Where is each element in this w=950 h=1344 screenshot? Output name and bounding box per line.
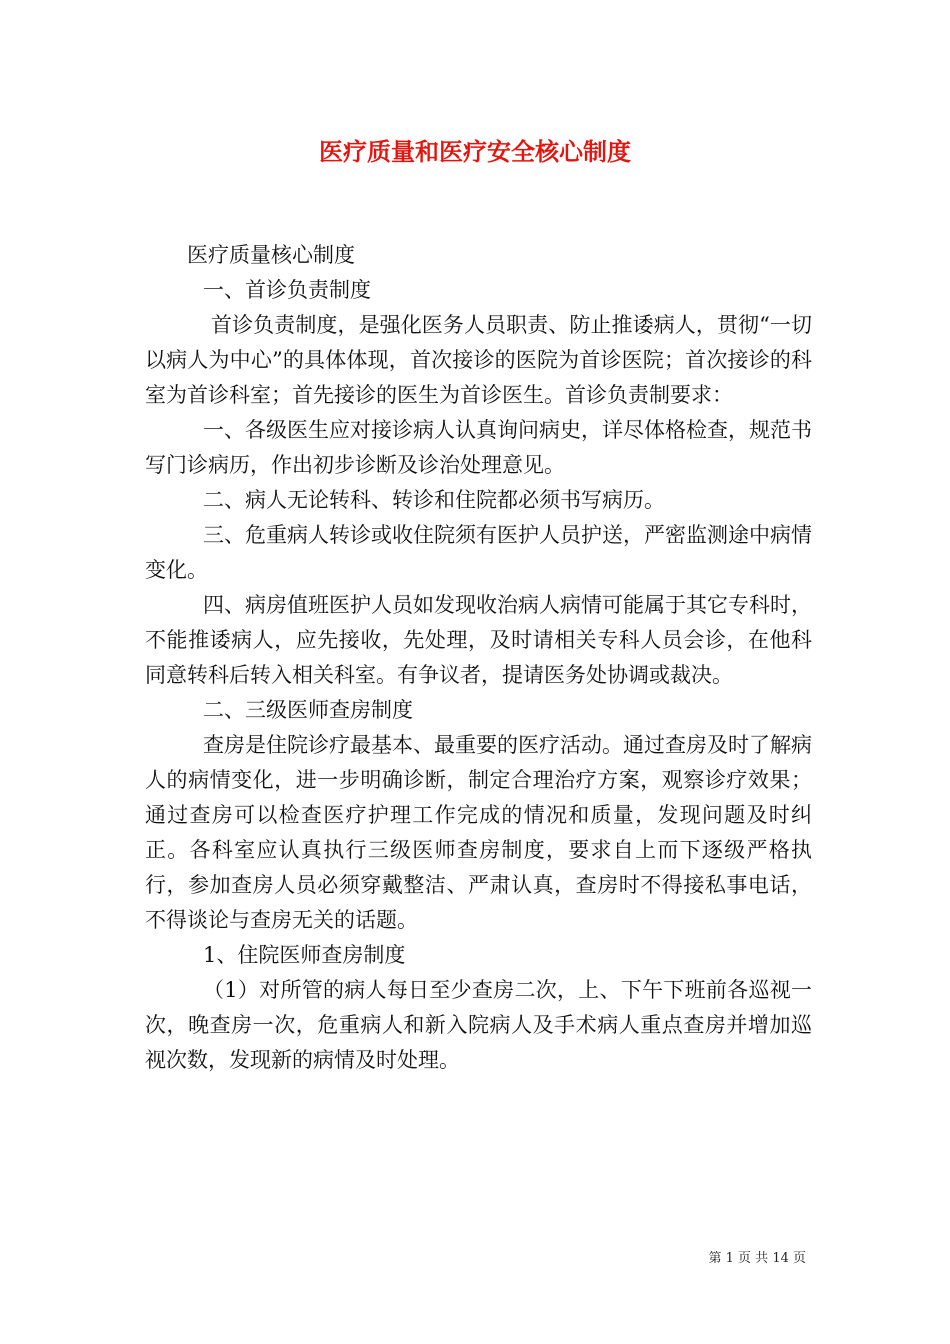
document-title: 医疗质量和医疗安全核心制度 xyxy=(319,137,631,166)
section-heading: 一、首诊负责制度 xyxy=(203,278,371,302)
paragraph: 二、病人无论转科、转诊和住院都必须书写病历。 xyxy=(203,488,665,512)
paragraph: 首诊负责制度，是强化医务人员职责、防止推诿病人，贯彻“一切以病人为中心”的具体体现，首次接诊的医院为首诊医院；首次接诊的科室为首诊科室；首先接诊的医生为首诊医生。首诊负责制要求： xyxy=(145,313,812,407)
paragraph: 一、各级医生应对接诊病人认真询问病史，详尽体格检查，规范书写门诊病历，作出初步诊断及诊治处理意见。 xyxy=(145,418,812,477)
paragraph: 查房是住院诊疗最基本、最重要的医疗活动。通过查房及时了解病人的病情变化，进一步明确诊断，制定合理治疗方案，观察诊疗效果；通过查房可以检查医疗护理工作完成的情况和质量，发现问题及时纠正。各科室应认真执行三级医师查房制度，要求自上而下逐级严格执行，参加查房人员必须穿戴整洁、严肃认真，查房时不得接私事电话，不得谈论与查房无关的话题。 xyxy=(145,733,812,932)
paragraph: （1）对所管的病人每日至少查房二次，上、下午下班前各巡视一次，晚查房一次，危重病人和新入院病人及手术病人重点查房并增加巡视次数，发现新的病情及时处理。 xyxy=(145,978,812,1072)
document-body xyxy=(145,238,812,1078)
section-heading: 二、三级医师查房制度 xyxy=(203,698,413,722)
section-heading: 医疗质量核心制度 xyxy=(187,243,355,267)
page-number: 第 1 页 共 14 页 xyxy=(708,1251,806,1266)
subsection-heading: 1、住院医师查房制度 xyxy=(203,943,406,967)
paragraph: 三、危重病人转诊或收住院须有医护人员护送，严密监测途中病情变化。 xyxy=(145,523,812,582)
paragraph: 四、病房值班医护人员如发现收治病人病情可能属于其它专科时，不能推诿病人，应先接收，先处理，及时请相关专科人员会诊，在他科同意转科后转入相关科室。有争议者，提请医务处协调或裁决。 xyxy=(145,593,812,687)
